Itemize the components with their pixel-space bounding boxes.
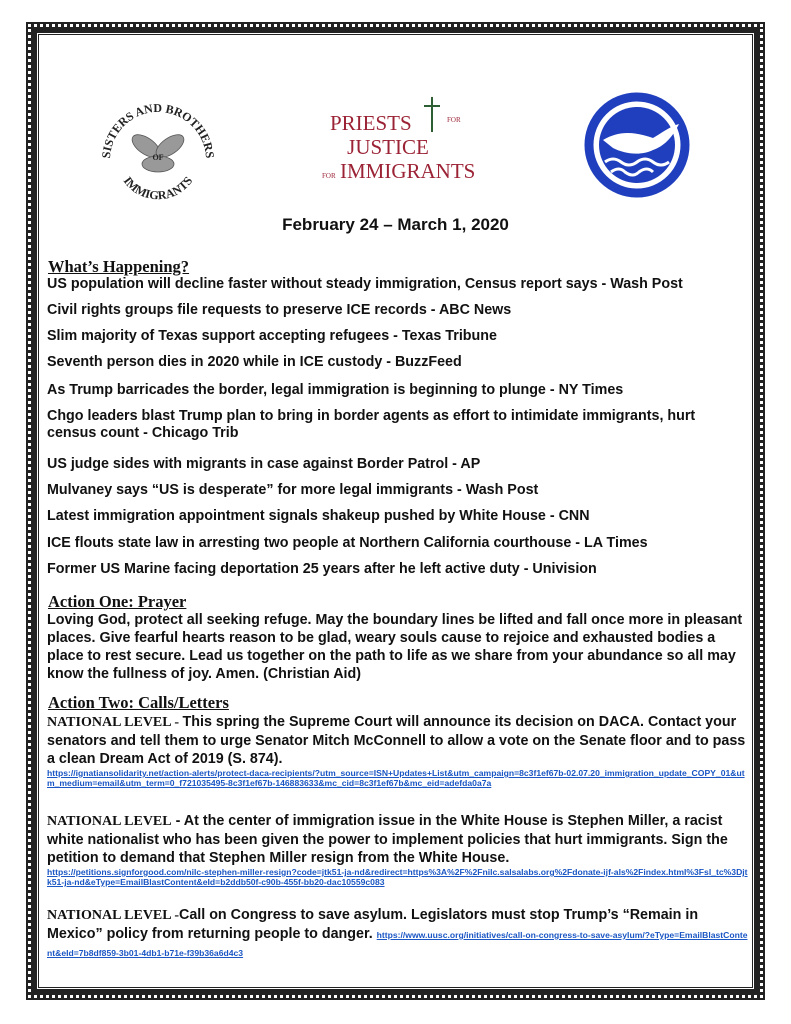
logo-left-bottom-text: IMMIGRANTS bbox=[120, 173, 196, 203]
svg-text:IMMIGRANTS bbox=[121, 174, 196, 203]
headline-item: US judge sides with migrants in case against Border Patrol - AP bbox=[47, 456, 481, 472]
headline-item: Latest immigration appointment signals shakeup pushed by White House - CNN bbox=[47, 508, 590, 524]
headline-item: Civil rights groups file requests to preserve ICE records - ABC News bbox=[47, 302, 512, 318]
level-label: NATIONAL LEVEL - bbox=[47, 715, 183, 730]
headline-item: Seventh person dies in 2020 while in ICE custody - BuzzFeed bbox=[47, 354, 462, 370]
logo-mid-line2: JUSTICE bbox=[347, 135, 429, 159]
date-range: February 24 – March 1, 2020 bbox=[282, 215, 509, 234]
action-item bbox=[47, 906, 749, 961]
headline-item: As Trump barricades the border, legal immigration is beginning to plunge - NY Times bbox=[47, 382, 624, 398]
action-text: - At the center of immigration issue in the White House is Stephen Miller, a racist white nationalist who has been given the power to implement policies that hurt immigrants. Sign the petition to demand that Stephen Miller resign from the White House. bbox=[47, 813, 728, 866]
logo-left-top-text: SISTERS AND BROTHERS bbox=[98, 100, 218, 159]
level-label: NATIONAL LEVEL bbox=[47, 814, 172, 829]
headline-item: Slim majority of Texas support accepting refugees - Texas Tribune bbox=[47, 328, 497, 344]
headline-item: US population will decline faster without steady immigration, Census report says - Wash Post bbox=[47, 276, 683, 292]
headline-item: Mulvaney says “US is desperate” for more legal immigrants - Wash Post bbox=[47, 482, 539, 498]
dove-circle-logo bbox=[575, 90, 700, 200]
action-text: Call on Congress to save asylum. Legislators must stop Trump’s “Remain in Mexico” policy from returning people to danger. bbox=[47, 907, 699, 942]
headline-item: ICE flouts state law in arresting two people at Northern California courthouse - LA Times bbox=[47, 535, 648, 551]
action-item bbox=[47, 713, 749, 788]
priests-for-justice-logo bbox=[300, 92, 480, 192]
action-one-heading: Action One: Prayer bbox=[48, 592, 187, 611]
sisters-brothers-logo bbox=[98, 98, 218, 203]
logo-mid-for2: FOR bbox=[322, 172, 336, 180]
level-label: NATIONAL LEVEL - bbox=[47, 908, 179, 923]
logo-left-of: OF bbox=[152, 153, 164, 162]
action-link[interactable]: https://petitions.signforgood.com/nilc-stephen-miller-resign?code=jtk51-ja-nd&redirect=https%3A%2F%2Fnilc.salsalabs.org%2Fdonate-ijf-als%2Findex.html%3Fsl_tc%3Djtk51-ja-nd&eType=EmailBlastContent&eId=b2ddb50f-c90b-455f-bb20-dac10559c083 bbox=[47, 867, 748, 887]
logo-mid-line3: IMMIGRANTS bbox=[340, 159, 476, 183]
headline-item: Chgo leaders blast Trump plan to bring in border agents as effort to intimidate immigrants, hurt census count - Chicago Trib bbox=[47, 408, 696, 441]
logo-mid-line1: PRIESTS bbox=[330, 111, 412, 135]
logo-mid-for1: FOR bbox=[447, 116, 461, 124]
whats-happening-heading: What’s Happening? bbox=[48, 257, 190, 276]
action-link[interactable]: https://www.uusc.org/initiatives/call-on-congress-to-save-asylum/?eType=EmailBlastContent&eId=7b8df859-3b01-4db1-b71e-f39b36a6d4c3 bbox=[47, 930, 748, 958]
headline-item: Former US Marine facing deportation 25 years after he left active duty - Univision bbox=[47, 561, 597, 577]
action-text: This spring the Supreme Court will announce its decision on DACA. Contact your senators and tell them to urge Senator Mitch McConnell to allow a vote on the Senate floor and to pass a clean Dream Act of 2019 (S. 874). bbox=[47, 714, 746, 767]
action-item bbox=[47, 812, 749, 887]
prayer-text: Loving God, protect all seeking refuge. May the boundary lines be lifted and fall once more in pleasant places. Give fearful hearts reason to be glad, weary souls cause to rejoice and exhausted bodies a place to rest secure. Lead us together on the path to life as we share from your abundance so all may know the fullness of joy. Amen. (Christian Aid) bbox=[47, 612, 743, 682]
action-link[interactable]: https://ignatiansolidarity.net/action-alerts/protect-daca-recipients/?utm_source=ISN+Updates+List&utm_campaign=8c3f1ef67b-02.07.20_immigration_update_COPY_01&utm_medium=email&utm_term=0_f721035495-8c3f1ef67b-146883633&mc_cid=8c3f1ef67b&mc_eid=adefda0a7a bbox=[47, 768, 745, 788]
action-two-heading: Action Two: Calls/Letters bbox=[48, 693, 229, 712]
